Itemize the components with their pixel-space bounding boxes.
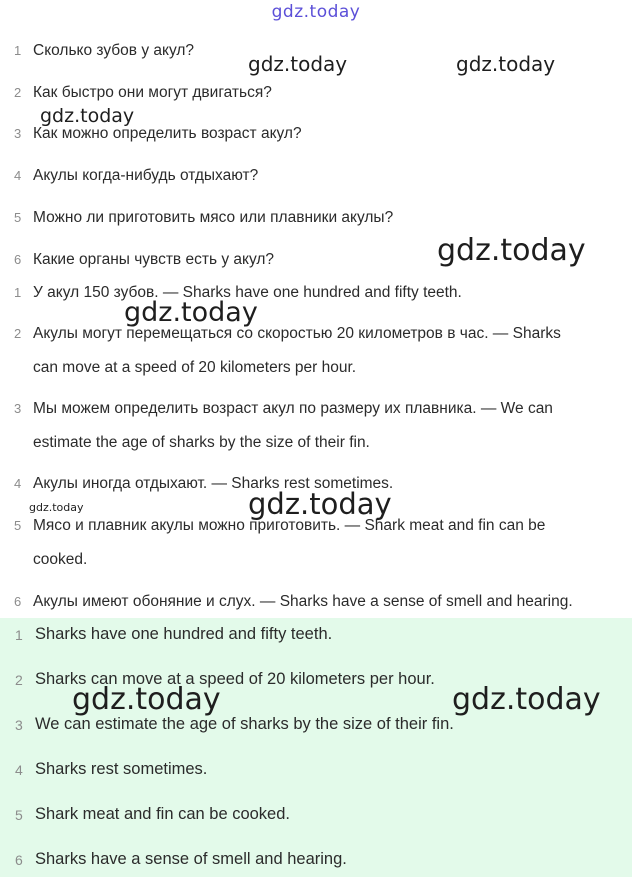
answer-number: 3	[14, 401, 22, 416]
answer-line: У акул 150 зубов. — Sharks have one hundred and fifty teeth.	[33, 284, 462, 301]
answer-line: Акулы могут перемещаться со скоростью 20 километров в час. — Sharks	[33, 325, 561, 342]
answer-line: Акулы имеют обоняние и слух. — Sharks have a sense of smell and hearing.	[33, 593, 573, 610]
watermark: gdz.today	[72, 682, 221, 717]
english-text: Shark meat and fin can be cooked.	[35, 805, 290, 823]
question-number: 5	[14, 210, 22, 225]
answer-line: Мясо и плавник акулы можно приготовить. — Shark meat and fin can be	[33, 517, 546, 534]
watermark: gdz.today	[456, 52, 556, 76]
english-text: Sharks rest sometimes.	[35, 760, 208, 778]
question-number: 4	[14, 168, 22, 183]
english-text: Sharks have one hundred and fifty teeth.	[35, 625, 333, 643]
english-text: We can estimate the age of sharks by the size of their fin.	[35, 715, 454, 733]
watermark: gdz.today	[124, 297, 258, 328]
watermark: gdz.today	[248, 52, 348, 76]
english-text: Sharks have a sense of smell and hearing.	[35, 850, 347, 868]
watermark: gdz.today	[437, 233, 586, 268]
watermark: gdz.today	[40, 105, 135, 127]
question-text: Акулы когда-нибудь отдыхают?	[33, 167, 259, 184]
english-answers-panel	[0, 618, 632, 877]
answer-line: Акулы иногда отдыхают. — Sharks rest sometimes.	[33, 475, 394, 492]
question-number: 1	[14, 43, 22, 58]
answer-number: 1	[14, 285, 22, 300]
watermark: gdz.today	[248, 487, 392, 521]
english-number: 1	[15, 627, 23, 643]
question-number: 3	[14, 126, 22, 141]
english-number: 4	[15, 762, 23, 778]
question-text: Как можно определить возраст акул?	[33, 125, 302, 142]
answer-line-continued: estimate the age of sharks by the size of their fin.	[33, 434, 370, 451]
english-number: 6	[15, 852, 23, 868]
english-number: 3	[15, 717, 23, 733]
english-number: 2	[15, 672, 23, 688]
watermark: gdz.today	[452, 682, 601, 717]
watermark: gdz.today	[29, 501, 84, 514]
answer-number: 2	[14, 326, 22, 341]
answer-number: 5	[14, 518, 22, 533]
question-text: Сколько зубов у акул?	[33, 42, 195, 59]
question-text: Какие органы чувств есть у акул?	[33, 251, 275, 268]
answer-number: 4	[14, 476, 22, 491]
english-text: Sharks can move at a speed of 20 kilometers per hour.	[35, 670, 435, 688]
question-number: 2	[14, 85, 22, 100]
english-number: 5	[15, 807, 23, 823]
answer-line-continued: cooked.	[33, 551, 88, 568]
question-number: 6	[14, 252, 22, 267]
question-text: Как быстро они могут двигаться?	[33, 84, 272, 101]
answer-line: Мы можем определить возраст акул по размеру их плавника. — We can	[33, 400, 553, 417]
question-text: Можно ли приготовить мясо или плавники акулы?	[33, 209, 394, 226]
answer-number: 6	[14, 594, 22, 609]
site-logo: gdz.today	[271, 2, 361, 22]
answer-line-continued: can move at a speed of 20 kilometers per hour.	[33, 359, 357, 376]
